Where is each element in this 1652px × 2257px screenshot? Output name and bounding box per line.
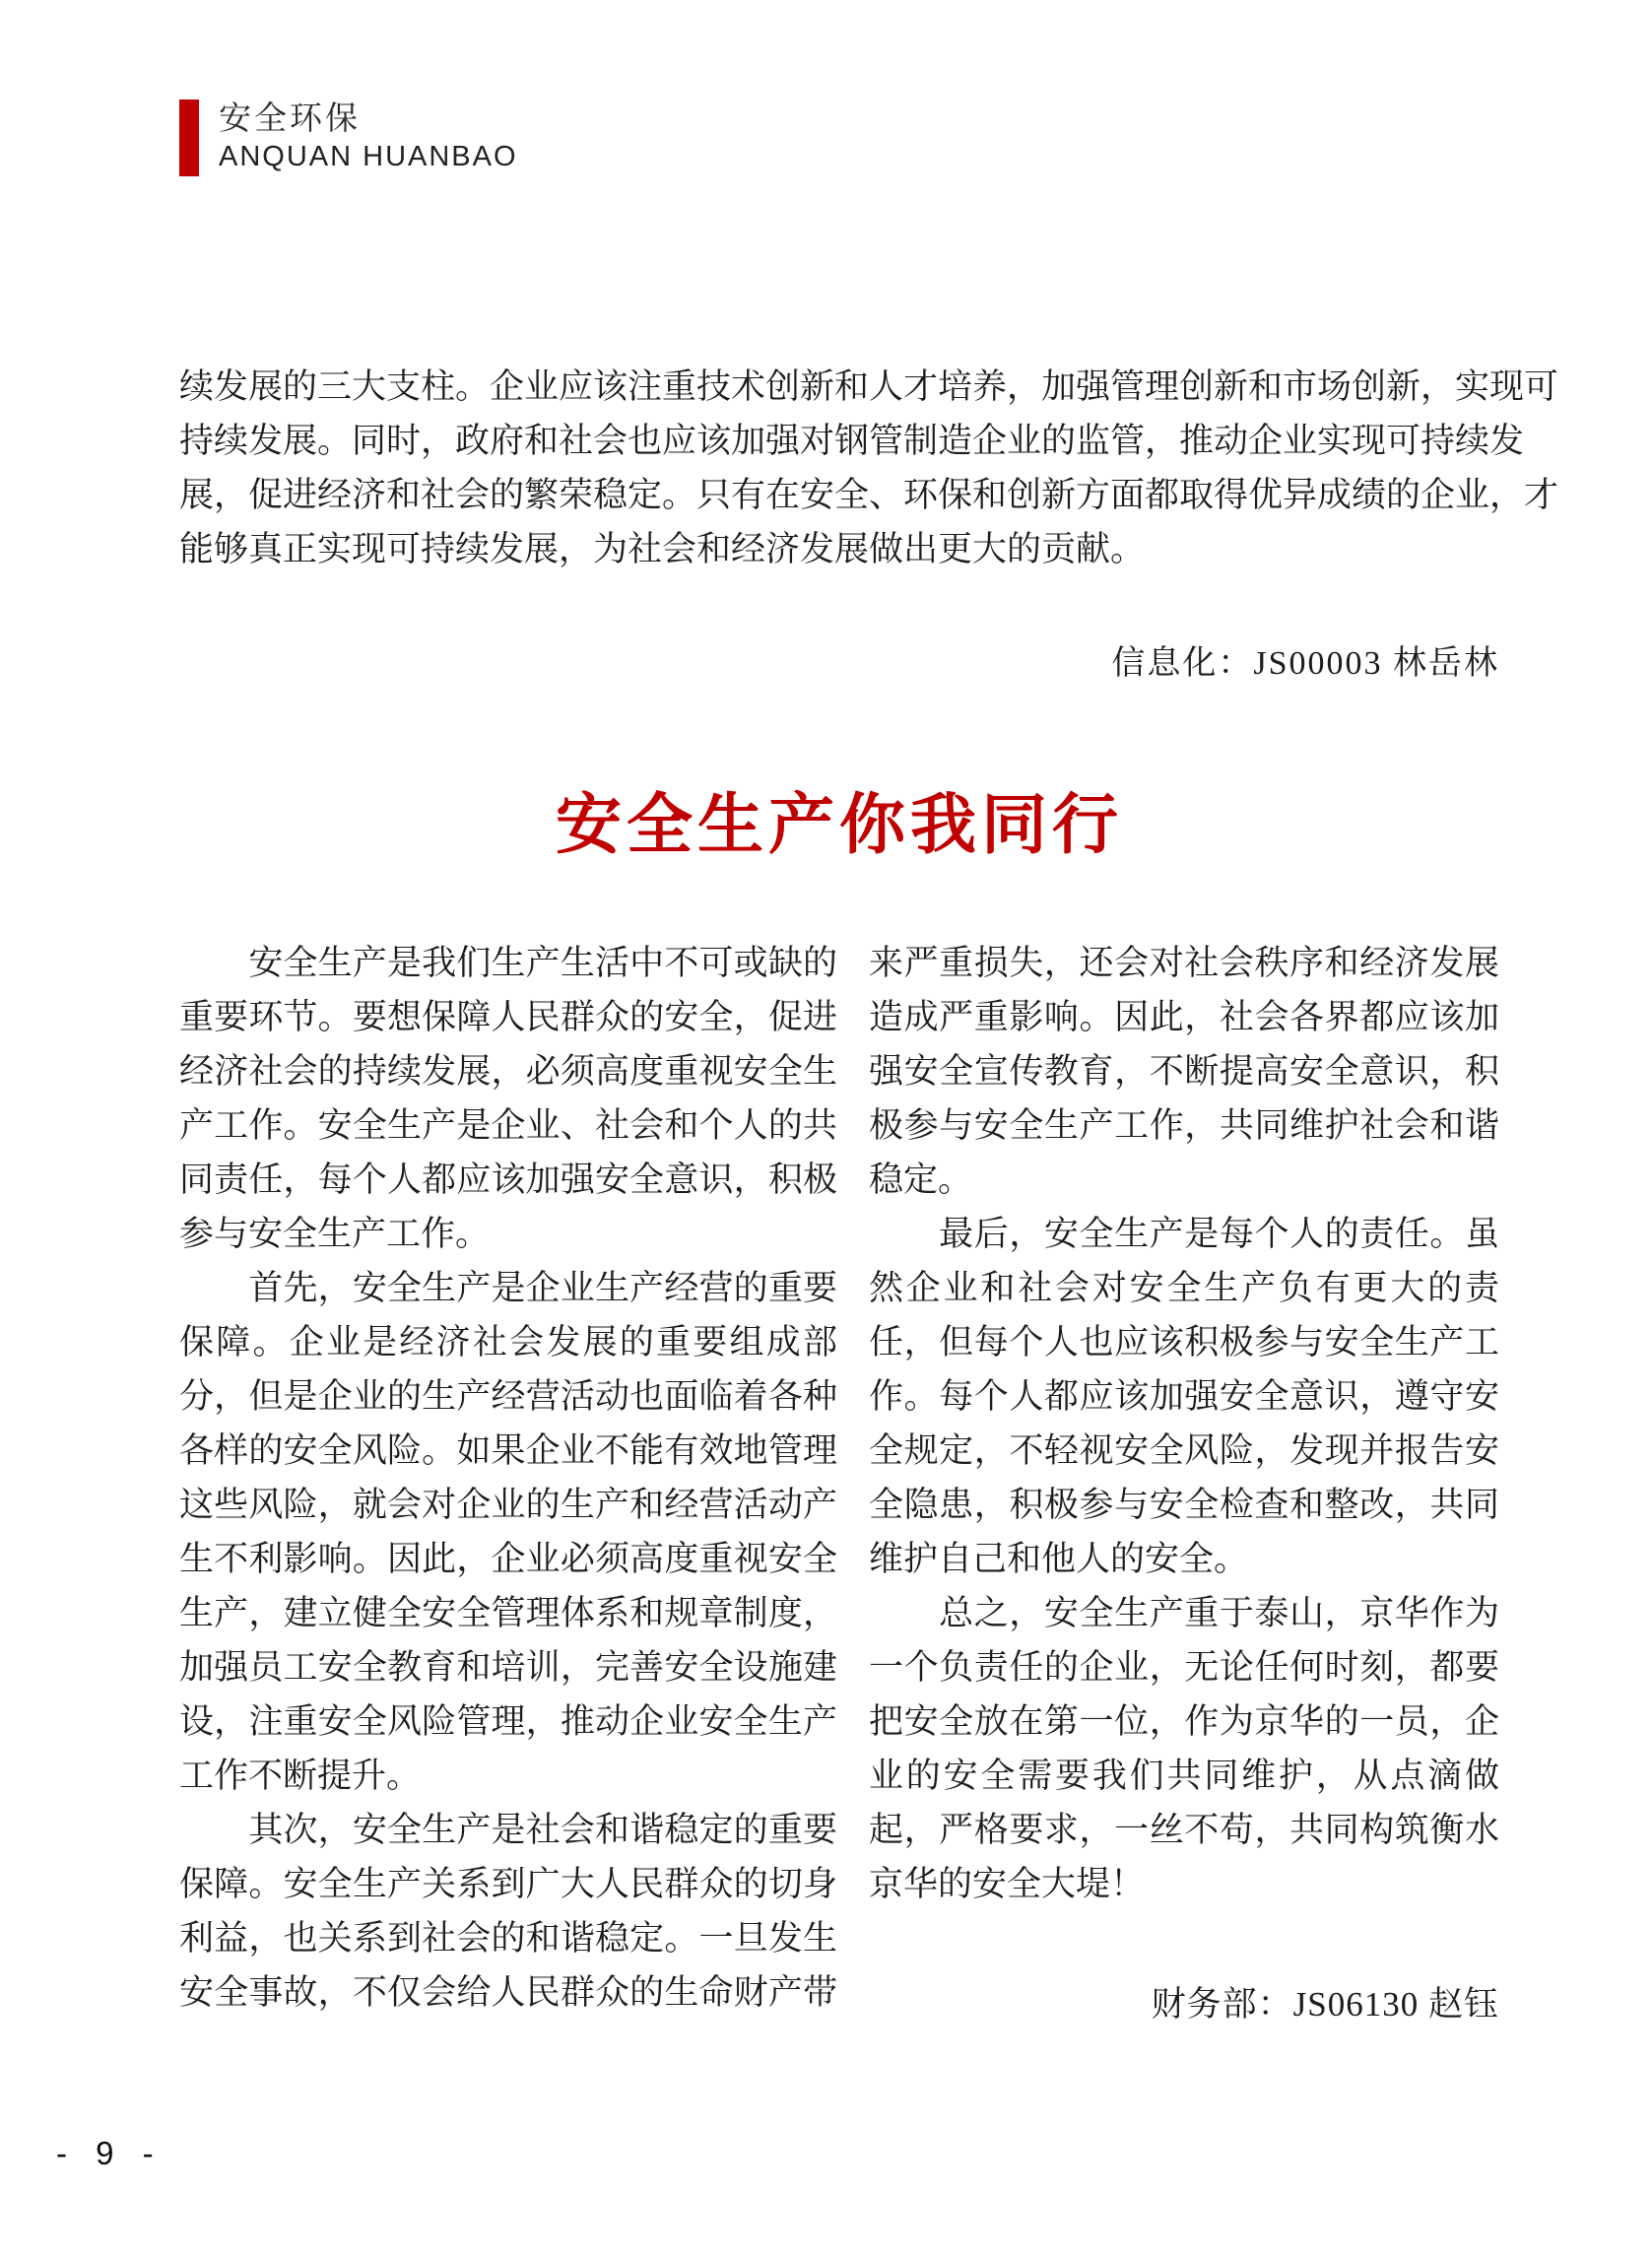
page-number: - 9 -: [56, 2135, 164, 2171]
text-line: 产工作。安全生产是企业、社会和个人的共: [179, 1106, 837, 1145]
article-attribution: 财务部：JS06130 赵钰: [1151, 1985, 1499, 2024]
right-column: [869, 936, 1499, 2020]
text-line: 全隐患，积极参与安全检查和整改，共同: [869, 1486, 1499, 1524]
text-line: 同责任，每个人都应该加强安全意识，积极: [179, 1161, 837, 1199]
paragraph: [179, 360, 1559, 576]
text-line: 保障。安全生产关系到广大人民群众的切身: [179, 1865, 837, 1903]
paragraph: [869, 936, 1499, 1207]
left-column: [179, 936, 837, 2020]
text-line: 加强员工安全教育和培训，完善安全设施建: [179, 1648, 837, 1687]
text-line: 维护自己和他人的安全。: [869, 1540, 1249, 1578]
text-line: 起，严格要求，一丝不苟，共同构筑衡水: [869, 1811, 1499, 1849]
masthead-text: [219, 100, 518, 176]
paragraph: [869, 1586, 1499, 1911]
red-bar-icon: [179, 100, 199, 176]
paragraph: [179, 936, 837, 1261]
paragraph: [869, 1207, 1499, 1586]
text-line: 造成严重影响。因此，社会各界都应该加: [869, 998, 1499, 1036]
text-line: 安全事故，不仅会给人民群众的生命财产带: [179, 1973, 837, 2012]
text-line: 经济社会的持续发展，必须高度重视安全生: [179, 1052, 837, 1091]
article-body: [179, 936, 1499, 2020]
text-line: 安全生产是我们生产生活中不可或缺的: [179, 944, 837, 982]
intro-attribution: 信息化：JS00003 林岳林: [1111, 645, 1499, 682]
section-title-en: ANQUAN HUANBAO: [219, 141, 518, 172]
text-line: 极参与安全生产工作，共同维护社会和谐: [869, 1106, 1499, 1145]
paragraph: [179, 1261, 837, 1803]
text-line: 利益，也关系到社会的和谐稳定。一旦发生: [179, 1919, 837, 1958]
text-line: 任，但每个人也应该积极参与安全生产工: [869, 1323, 1499, 1361]
text-line: 一个负责任的企业，无论任何时刻，都要: [869, 1648, 1499, 1687]
text-line: 展，促进经济和社会的繁荣稳定。只有在安全、环保和创新方面都取得优异成绩的企业，才: [179, 476, 1559, 514]
text-line: 作。每个人都应该加强安全意识，遵守安: [869, 1377, 1499, 1416]
text-line: 设，注重安全风险管理，推动企业安全生产: [179, 1702, 837, 1741]
text-line: 保障。企业是经济社会发展的重要组成部: [179, 1323, 837, 1361]
text-line: 续发展的三大支柱。企业应该注重技术创新和人才培养，加强管理创新和市场创新，实现可: [179, 367, 1559, 406]
text-line: 各样的安全风险。如果企业不能有效地管理: [179, 1431, 837, 1470]
text-line: 工作不断提升。: [179, 1757, 422, 1795]
text-line: 京华的安全大堤！: [869, 1865, 1146, 1903]
text-line: 分，但是企业的生产经营活动也面临着各种: [179, 1377, 837, 1416]
intro-paragraph: [179, 360, 1559, 576]
text-line: 生不利影响。因此，企业必须高度重视安全: [179, 1540, 837, 1578]
section-title-cn: 安全环保: [219, 101, 361, 137]
text-line: 重要环节。要想保障人民群众的安全，促进: [179, 998, 837, 1036]
text-line: 总之，安全生产重于泰山，京华作为: [869, 1594, 1499, 1632]
text-line: 把安全放在第一位，作为京华的一员，企: [869, 1702, 1499, 1741]
text-line: 生产，建立健全安全管理体系和规章制度，: [179, 1594, 837, 1632]
text-line: 其次，安全生产是社会和谐稳定的重要: [179, 1811, 837, 1849]
text-line: 参与安全生产工作。: [179, 1215, 491, 1253]
text-line: 然企业和社会对安全生产负有更大的责: [869, 1269, 1499, 1307]
text-line: 稳定。: [869, 1161, 973, 1199]
article-title: 安全生产你我同行: [556, 788, 1123, 862]
text-line: 业的安全需要我们共同维护，从点滴做: [869, 1757, 1499, 1795]
text-line: 持续发展。同时，政府和社会也应该加强对钢管制造企业的监管，推动企业实现可持续发: [179, 422, 1525, 460]
text-line: 全规定，不轻视安全风险，发现并报告安: [869, 1431, 1499, 1470]
text-line: 能够真正实现可持续发展，为社会和经济发展做出更大的贡献。: [179, 530, 1146, 568]
text-line: 强安全宣传教育，不断提高安全意识，积: [869, 1052, 1499, 1091]
text-line: 来严重损失，还会对社会秩序和经济发展: [869, 944, 1499, 982]
text-line: 最后，安全生产是每个人的责任。虽: [869, 1215, 1499, 1253]
text-line: 这些风险，就会对企业的生产和经营活动产: [179, 1486, 837, 1524]
text-line: 首先，安全生产是企业生产经营的重要: [179, 1269, 837, 1307]
section-masthead: [179, 100, 518, 176]
